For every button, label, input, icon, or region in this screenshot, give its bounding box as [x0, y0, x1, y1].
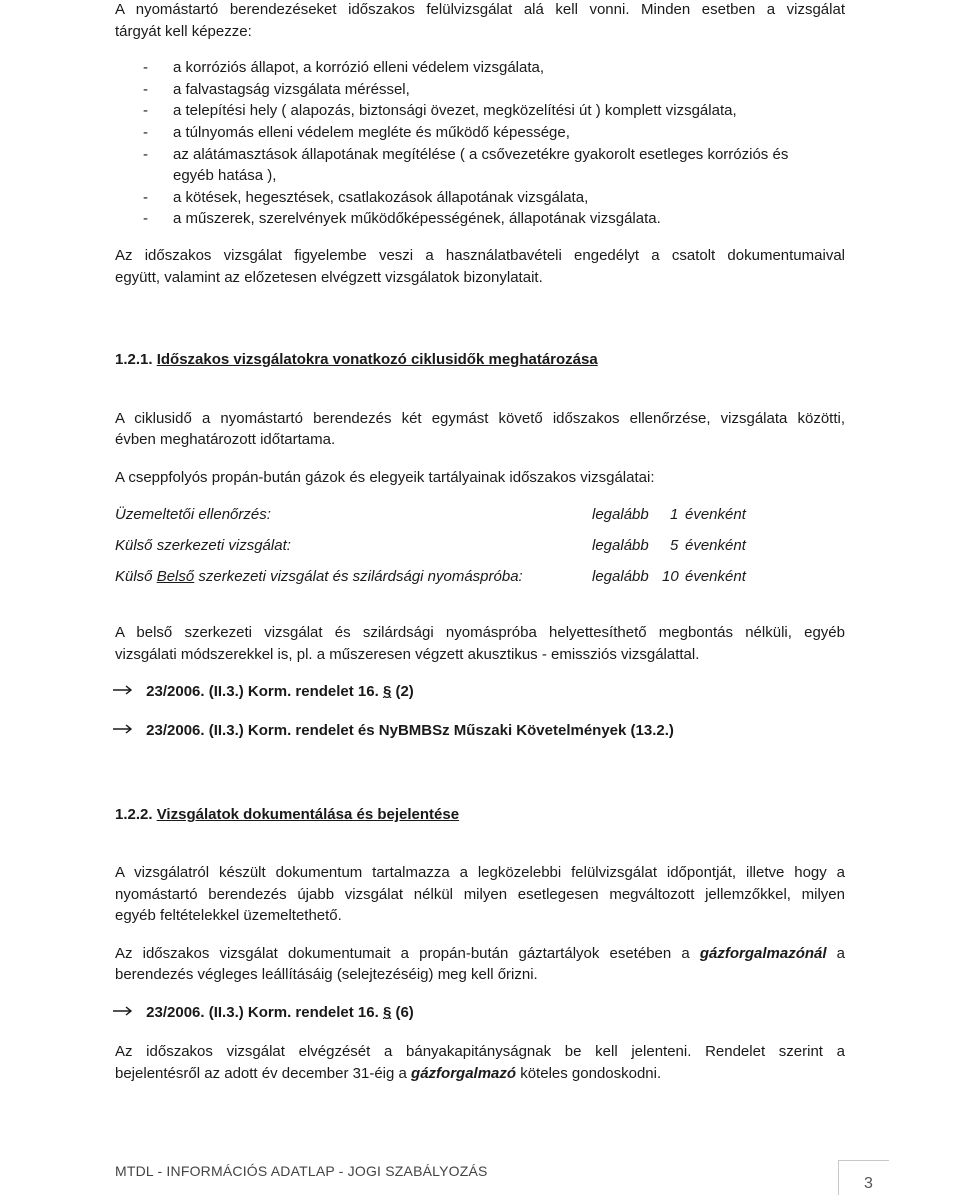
- bullet-dash: -: [143, 146, 148, 163]
- schedule-qualifier: legalább: [592, 506, 649, 523]
- para-line: A cseppfolyós propán-bután gázok és elegyeik tartályainak időszakos vizsgálatai:: [115, 469, 655, 486]
- para-line: A belső szerkezeti vizsgálat és szilárdsági nyomáspróba helyettesíthető megbontás nélküli, egyéb: [115, 624, 845, 641]
- list-item: a falvastagság vizsgálata méréssel,: [173, 81, 410, 98]
- schedule-interval: 10: [662, 568, 679, 585]
- text-run: köteles gondoskodni.: [520, 1065, 662, 1082]
- list-item: a telepítési hely ( alapozás, biztonsági övezet, megközelítési út ) komplett vizsgálata,: [173, 102, 737, 119]
- bullet-dash: -: [143, 189, 148, 206]
- schedule-unit: évenként: [685, 568, 746, 585]
- para-line: Az időszakos vizsgálat figyelembe veszi a használatbavételi engedélyt a csatolt dokumentumaival: [115, 247, 845, 264]
- bullet-dash: -: [143, 210, 148, 227]
- text-run: Az időszakos vizsgálat dokumentumait a propán-bután gáztartályok esetében a: [115, 945, 690, 962]
- para-line: egyéb feltételekkel üzemeltethető.: [115, 907, 342, 924]
- emphasis: gázforgalmazó: [411, 1065, 517, 1082]
- list-item-continuation: egyéb hatása ),: [173, 167, 277, 184]
- section-number: 1.2.1.: [115, 351, 153, 368]
- text-run: bejelentésről az adott év december 31-éig a: [115, 1065, 407, 1082]
- section-title: Vizsgálatok dokumentálása és bejelentése: [156, 806, 460, 823]
- schedule-label: Külső szerkezeti vizsgálat:: [115, 537, 291, 554]
- label-part-underlined: Belső: [156, 568, 195, 585]
- legal-reference: [112, 721, 674, 741]
- bullet-dash: -: [143, 102, 148, 119]
- reference-text: 23/2006. (II.3.) Korm. rendelet és NyBMBSz Műszaki Követelmények (13.2.): [146, 722, 674, 739]
- list-item: az alátámasztások állapotának megítélése ( a csővezetékre gyakorolt esetleges korróziós és: [173, 146, 789, 163]
- arrow-right-icon: [112, 682, 142, 702]
- schedule-label: [115, 567, 523, 587]
- section-sign: §: [382, 683, 392, 700]
- label-part: szerkezeti vizsgálat és szilárdsági nyomáspróba:: [198, 568, 523, 585]
- bullet-dash: -: [143, 81, 148, 98]
- para-line: [115, 944, 845, 964]
- intro-line-1: A nyomástartó berendezéseket időszakos felülvizsgálat alá kell vonni. Minden esetben a vizsgálat: [115, 1, 845, 18]
- schedule-unit: évenként: [685, 506, 746, 523]
- text-run: a: [836, 945, 846, 962]
- schedule-unit: évenként: [685, 537, 746, 554]
- arrow-right-icon: [112, 1003, 142, 1023]
- section-heading-1-2-2: [115, 805, 459, 825]
- para-line: Az időszakos vizsgálat elvégzését a bányakapitányságnak be kell jelenteni. Rendelet szerint a: [115, 1043, 845, 1060]
- list-item: a korróziós állapot, a korrózió elleni védelem vizsgálata,: [173, 59, 545, 76]
- para-line: A ciklusidő a nyomástartó berendezés két egymást követő időszakos ellenőrzése, vizsgálata közötti,: [115, 410, 845, 427]
- page-number: 3: [864, 1175, 873, 1192]
- para-line: berendezés végleges leállításáig (selejtezéséig) meg kell őrizni.: [115, 966, 538, 983]
- para-line: vizsgálati módszerekkel is, pl. a műszeresen végzett akusztikus - emissziós vizsgálattal.: [115, 646, 700, 663]
- list-item: a túlnyomás elleni védelem megléte és működő képessége,: [173, 124, 570, 141]
- reference-paragraph: (2): [395, 683, 414, 700]
- section-number: 1.2.2.: [115, 806, 153, 823]
- legal-reference: [112, 1003, 414, 1023]
- para-line: együtt, valamint az előzetesen elvégzett vizsgálatok bizonylatait.: [115, 269, 543, 286]
- reference-text: 23/2006. (II.3.) Korm. rendelet 16.: [146, 683, 379, 700]
- bullet-dash: -: [143, 59, 148, 76]
- schedule-label: Üzemeltetői ellenőrzés:: [115, 506, 271, 523]
- reference-text: 23/2006. (II.3.) Korm. rendelet 16.: [146, 1004, 379, 1021]
- para-line: A vizsgálatról készült dokumentum tartalmazza a legközelebbi felülvizsgálat időpontját, illetve hogy a: [115, 864, 845, 881]
- section-title: Időszakos vizsgálatokra vonatkozó ciklusidők meghatározása: [156, 351, 598, 368]
- para-line: [115, 1064, 661, 1084]
- legal-reference: [112, 682, 414, 702]
- section-sign: §: [382, 1004, 392, 1021]
- para-line: nyomástartó berendezés újabb vizsgálat nélkül milyen esetlegesen megváltozott jellemzőkkel, milyen: [115, 886, 845, 903]
- intro-line-2: tárgyát kell képezze:: [115, 23, 252, 40]
- reference-paragraph: (6): [395, 1004, 414, 1021]
- bullet-dash: -: [143, 124, 148, 141]
- para-line: évben meghatározott időtartama.: [115, 431, 336, 448]
- label-part: Külső: [115, 568, 153, 585]
- list-item: a műszerek, szerelvények működőképességének, állapotának vizsgálata.: [173, 210, 661, 227]
- emphasis: gázforgalmazónál: [699, 945, 827, 962]
- list-item: a kötések, hegesztések, csatlakozások állapotának vizsgálata,: [173, 189, 589, 206]
- schedule-interval: 1: [670, 506, 679, 523]
- footer-title: MTDL - INFORMÁCIÓS ADATLAP - JOGI SZABÁLYOZÁS: [115, 1163, 488, 1179]
- arrow-right-icon: [112, 721, 142, 741]
- schedule-qualifier: legalább: [592, 537, 649, 554]
- section-heading-1-2-1: [115, 350, 598, 370]
- schedule-interval: 5: [670, 537, 679, 554]
- schedule-qualifier: legalább: [592, 568, 649, 585]
